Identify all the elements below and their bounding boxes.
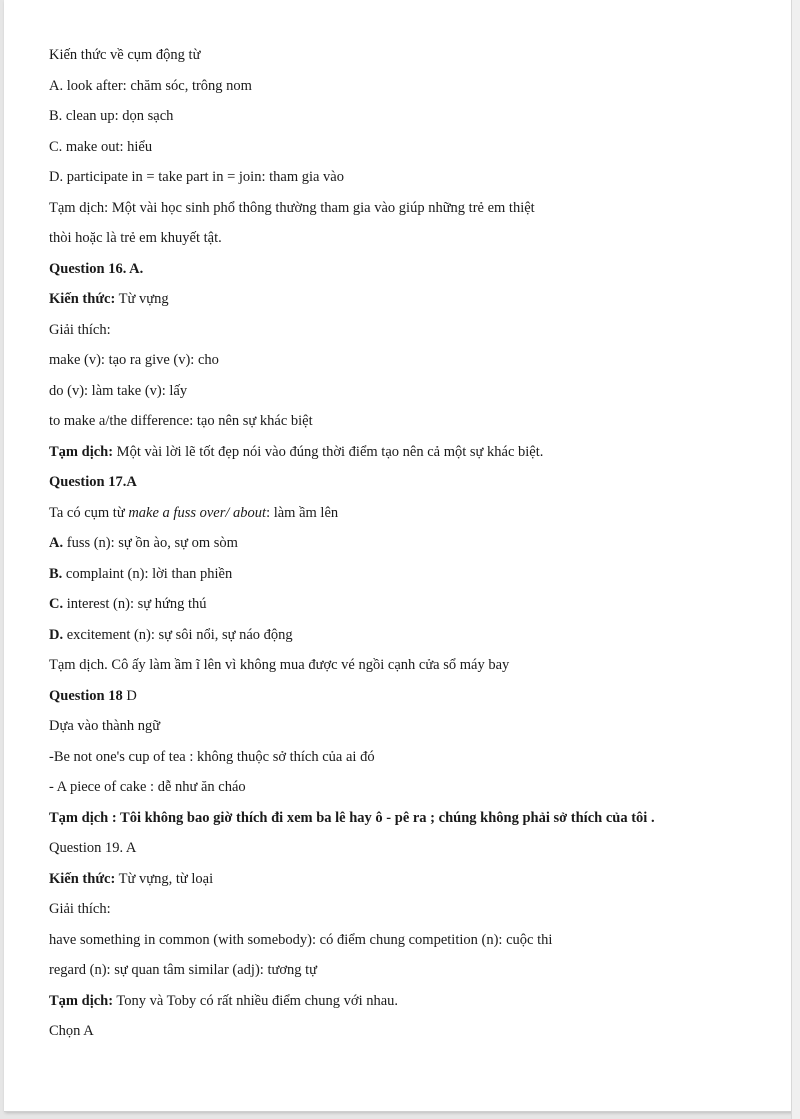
text-line [49,711,749,742]
text-line [49,772,749,803]
bold-run: A. [49,535,64,551]
text-line [49,742,749,773]
text-line [49,986,749,1017]
text-run: Giải thích: [49,321,111,338]
text-run: D [122,687,137,704]
scrollbar[interactable] [791,0,800,1119]
text-run: Dựa vào thành ngữ [49,718,161,734]
text-line [49,498,749,529]
text-line [49,315,749,346]
bold-run: Question 16. A. [49,260,144,277]
bold-run: Kiến thức: [49,870,116,887]
text-run: fuss (n): sự ồn ào, sự om sòm [63,535,238,551]
text-line [49,193,749,224]
text-line [49,376,749,407]
bold-run: Question 18 [49,687,123,704]
text-line [49,162,749,193]
text-line [49,864,749,895]
bold-run: Tạm dịch: [49,443,114,460]
bold-run: D. [49,626,64,643]
text-line [49,101,749,132]
text-run: regard (n): sự quan tâm similar (adj): tương tự [49,962,318,978]
text-line [49,406,749,437]
text-run: : làm ầm lên [266,504,339,521]
bold-run: Question 17.A [49,474,137,490]
text-run: D. participate in = take part in = join: tham gia vào [49,169,344,185]
text-line [49,254,749,285]
document-body [49,40,749,1047]
text-line [49,589,749,620]
text-line [49,681,749,712]
text-run: Một vài lời lẽ tốt đẹp nói vào đúng thời điểm tạo nên cả một sự khác biệt. [113,443,544,460]
text-line [49,559,749,590]
text-run: make (v): tạo ra give (v): cho [49,352,219,368]
text-run: Tạm dịch. Cô ấy làm ầm ĩ lên vì không mua được vé ngồi cạnh cửa sổ máy bay [49,657,510,673]
text-line [49,1016,749,1047]
text-line [49,620,749,651]
text-line [49,925,749,956]
text-run: Question 19. A [49,840,137,856]
text-run: complaint (n): lời than phiền [62,565,233,582]
text-run: Từ vựng [115,291,169,307]
text-line [49,803,749,834]
text-run: C. make out: hiểu [49,138,153,155]
bold-run: Kiến thức: [49,291,116,307]
text-run: do (v): làm take (v): lấy [49,382,188,399]
text-line [49,71,749,102]
text-run: B. clean up: dọn sạch [49,108,174,124]
text-line [49,345,749,376]
text-line [49,894,749,925]
bold-run: Tạm dịch : Tôi không bao giờ thích đi xem ba lê hay ô - pê ra ; chúng không phải sở thích của tôi . [49,809,655,826]
text-run: Giải thích: [49,901,111,917]
text-line [49,40,749,71]
bold-run: C. [49,596,64,612]
text-run: -Be not one's cup of tea : không thuộc sở thích của ai đó [49,748,375,765]
text-line [49,223,749,254]
text-run: interest (n): sự hứng thú [63,596,207,612]
text-line [49,955,749,986]
text-run: Tạm dịch: Một vài học sinh phổ thông thường tham gia vào giúp những trẻ em thiệt [49,199,535,216]
text-run: thòi hoặc là trẻ em khuyết tật. [49,230,222,246]
text-run: Ta có cụm từ [49,504,129,521]
text-run: to make a/the difference: tạo nên sự khác biệt [49,413,313,429]
text-line [49,528,749,559]
text-run: Chọn A [49,1023,94,1039]
italic-run: make a fuss over/ about [128,504,267,521]
text-run: have something in common (with somebody): có điểm chung competition (n): cuộc thi [49,931,553,948]
text-run: excitement (n): sự sôi nổi, sự náo động [63,626,293,643]
text-run: - A piece of cake : dễ như ăn cháo [49,779,246,795]
text-run: Tony và Toby có rất nhiều điểm chung với nhau. [113,992,399,1009]
text-run: Kiến thức về cụm động từ [49,47,201,63]
text-line [49,833,749,864]
text-line [49,284,749,315]
text-line [49,132,749,163]
text-line [49,467,749,498]
text-line [49,650,749,681]
document-page [4,0,792,1112]
bold-run: B. [49,565,63,582]
text-run: Từ vựng, từ loại [115,870,214,887]
text-run: A. look after: chăm sóc, trông nom [49,77,252,94]
text-line [49,437,749,468]
bold-run: Tạm dịch: [49,992,114,1009]
